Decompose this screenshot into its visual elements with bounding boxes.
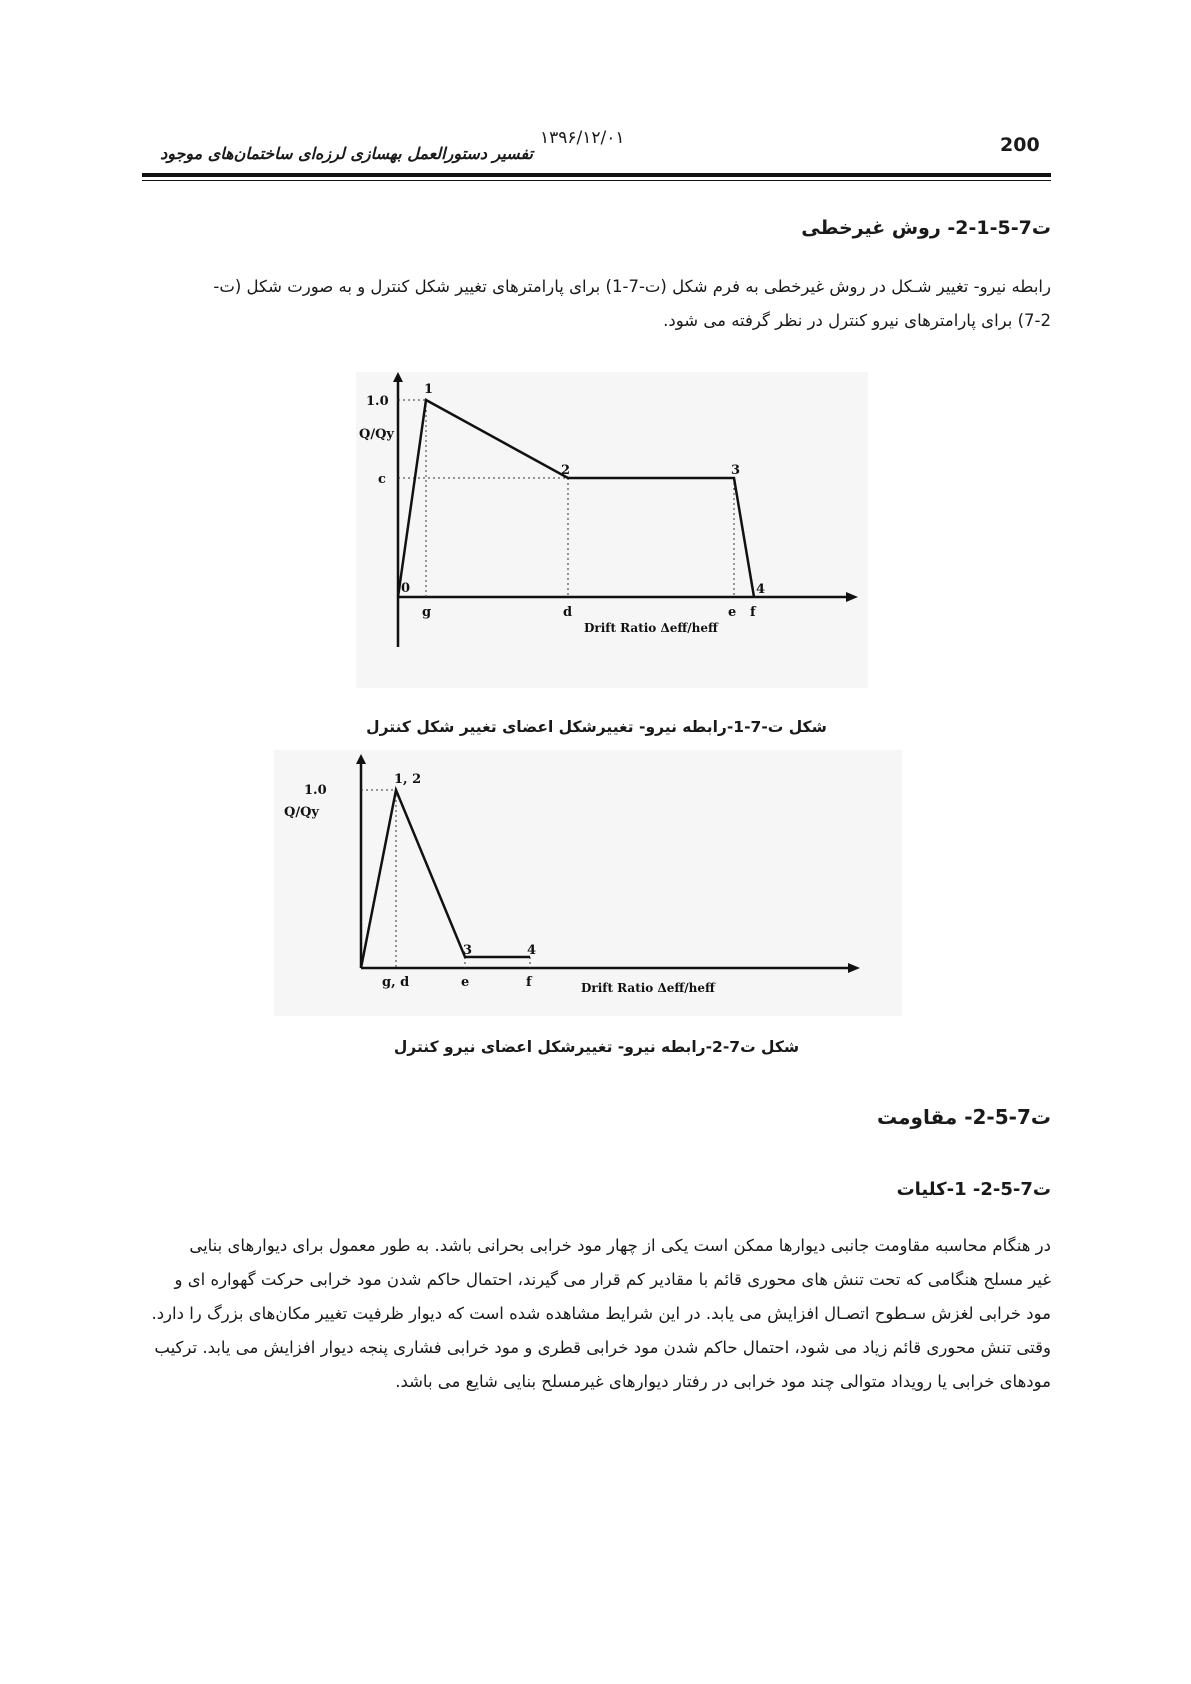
ytick-1-0: 1.0 — [366, 394, 389, 409]
header-title: تفسیر دستورالعمل بهسازی لرزه‌ای ساختمان‌های موجود — [160, 144, 533, 163]
figure-2-force-controlled — [274, 750, 902, 1016]
header-rule — [142, 173, 1051, 177]
backbone-curve — [361, 790, 530, 968]
paragraph-line: مودهای خرابی یا رویداد متوالی چند مود خرابی در رفتار دیوارهای غیرمسلح بنایی شایع می باشد. — [395, 1372, 1051, 1391]
figure-2-caption: شکل ت7-2-رابطه نیرو- تغییرشکل اعضای نیرو کنترل — [393, 1038, 800, 1056]
x-axis-label: Drift Ratio Δeff/heff — [581, 981, 715, 995]
section-heading-general: ت7-5-2- 1-کلیات — [896, 1179, 1051, 1200]
x-axis-arrow — [846, 592, 858, 602]
section-heading-nonlinear-method: ت7-5-1-2- روش غیرخطی — [801, 217, 1051, 239]
header-rule-thin — [142, 180, 1051, 181]
xtick-f: f — [526, 975, 532, 990]
xtick-e: e — [461, 975, 470, 990]
section-heading-strength: ت7-5-2- مقاومت — [876, 1105, 1051, 1129]
paragraph-nonlinear-method — [142, 270, 1051, 338]
header-date: ۱۳۹۶/۱۲/۰۱ — [540, 128, 625, 148]
backbone-curve — [398, 400, 754, 597]
figure-1-caption: شکل ت-7-1-رابطه نیرو- تغییرشکل اعضای تغییر شکل کنترل — [366, 718, 827, 736]
point-label-3: 3 — [463, 943, 473, 958]
y-axis-label: Q/Qy — [284, 805, 319, 820]
y-axis-arrow — [393, 372, 403, 382]
paragraph-general — [142, 1229, 1051, 1399]
x-axis-label: Drift Ratio Δeff/heff — [584, 621, 718, 635]
figure-2-chart — [274, 750, 902, 1016]
paragraph-line: مود خرابی لغزش سـطوح اتصـال افزایش می یابد. در این شرایط مشاهده شده است که دیوار ظرفیت تغییر مکان‌های بزرگ را دارد. — [151, 1304, 1051, 1323]
figure-1-deformation-controlled — [356, 372, 868, 688]
y-axis-label: Q/Qy — [359, 427, 394, 442]
xtick-g-d: g, d — [382, 975, 410, 990]
point-label-2: 2 — [561, 463, 571, 478]
paragraph-line: در هنگام محاسبه مقاومت جانبی دیوارها ممکن است یکی از چهار مود خرابی بحرانی باشد. به طور معمول برای دیوارهای بنایی — [189, 1236, 1051, 1255]
xtick-e: e — [728, 605, 737, 620]
point-label-3: 3 — [731, 463, 741, 478]
figure-1-chart — [356, 372, 868, 688]
paragraph-line: 7-2) برای پارامترهای نیرو کنترل در نظر گرفته می شود. — [663, 311, 1051, 330]
ytick-c: c — [378, 472, 386, 487]
paragraph-line: رابطه نیرو- تغییر شـکل در روش غیرخطی به فرم شکل (ت-7-1) برای پارامترهای تغییر شکل کنترل و به صورت شکل (ت- — [213, 277, 1051, 296]
xtick-d: d — [563, 605, 573, 620]
xtick-g: g — [422, 605, 432, 620]
paragraph-line: غیر مسلح هنگامی که تحت تنش های محوری قائم با مقادیر کم قرار می گیرند، احتمال حاکم شدن مود خرابی حرکت گهواره ای و — [174, 1270, 1051, 1289]
point-label-1-2: 1, 2 — [394, 772, 422, 787]
page-number: 200 — [1000, 134, 1040, 156]
point-label-0: 0 — [401, 581, 411, 596]
ytick-1-0: 1.0 — [304, 783, 327, 798]
y-axis-arrow — [356, 754, 366, 764]
point-label-4: 4 — [527, 943, 537, 958]
paragraph-line: وقتی تنش محوری قائم زیاد می شود، احتمال حاکم شدن مود خرابی قطری و مود خرابی فشاری پنجه دیوار افزایش می یابد. ترکیب — [154, 1338, 1051, 1357]
x-axis-arrow — [848, 963, 860, 973]
point-label-4: 4 — [756, 582, 766, 597]
point-label-1: 1 — [424, 382, 434, 397]
xtick-f: f — [750, 605, 756, 620]
